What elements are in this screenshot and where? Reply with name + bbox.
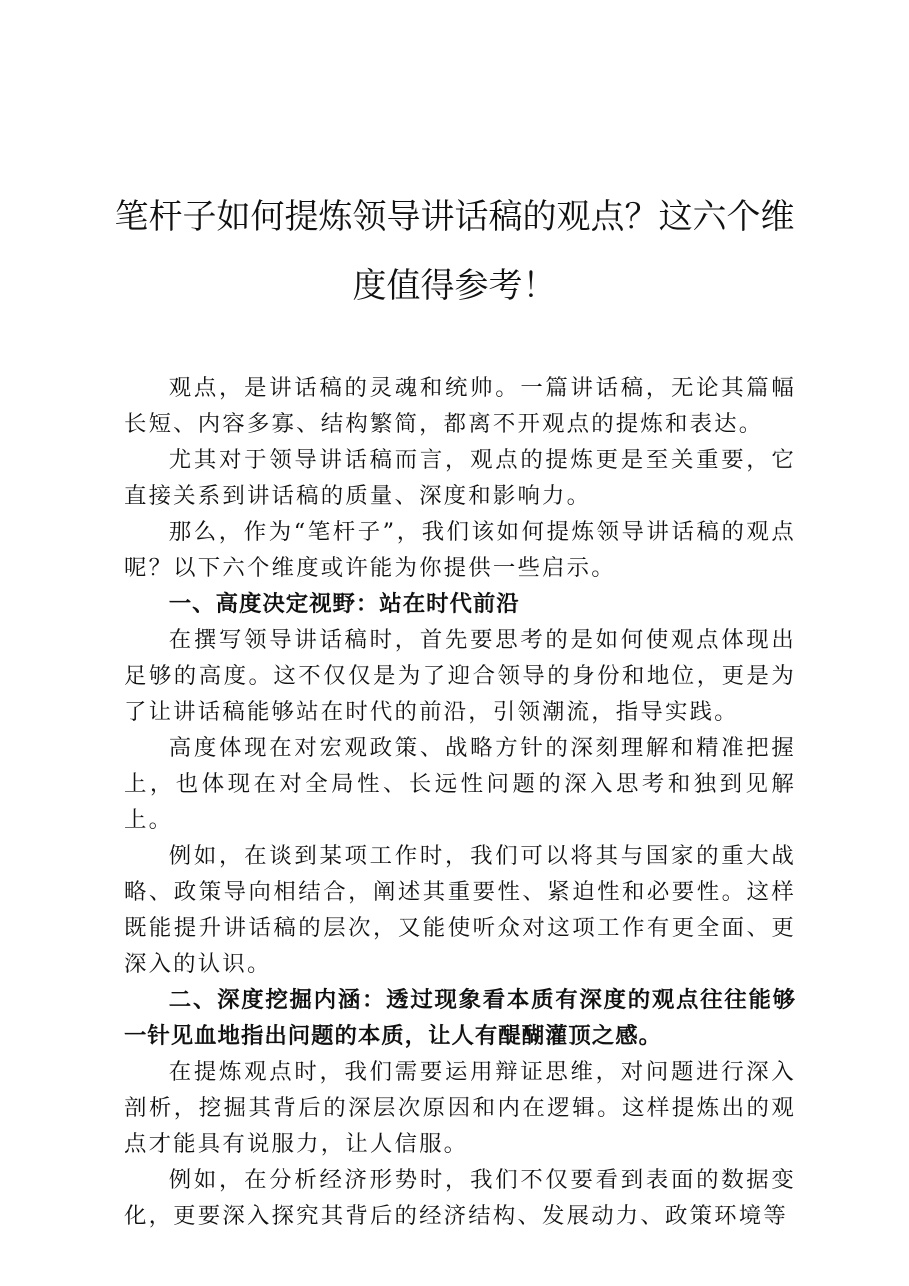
paragraph: 那么，作为“笔杆子”，我们该如何提炼领导讲话稿的观点呢？以下六个维度或许能为你提供一些启示。	[124, 519, 796, 581]
paragraph: 在撰写领导讲话稿时，首先要思考的是如何使观点体现出足够的高度。这不仅仅是为了迎合领导的身份和地位，更是为了让讲话稿能够站在时代的前沿，引领潮流，指导实践。	[124, 627, 796, 725]
document-title-line2: 度值得参考！	[352, 266, 557, 306]
section-heading-2: 二、深度挖掘内涵：透过现象看本质有深度的观点往往能够一针见血地指出问题的本质，让人有醍醐灌顶之感。	[124, 987, 796, 1049]
document-title-line1: 笔杆子如何提炼领导讲话稿的观点？这六个维	[114, 197, 795, 237]
paragraph: 观点，是讲话稿的灵魂和统帅。一篇讲话稿，无论其篇幅长短、内容多寡、结构繁简，都离不开观点的提炼和表达。	[124, 375, 796, 437]
paragraph: 高度体现在对宏观政策、战略方针的深刻理解和精准把握上，也体现在对全局性、长远性问题的深入思考和独到见解上。	[124, 735, 796, 833]
paragraph: 例如，在谈到某项工作时，我们可以将其与国家的重大战略、政策导向相结合，阐述其重要性、紧迫性和必要性。这样既能提升讲话稿的层次，又能使听众对这项工作有更全面、更深入的认识。	[124, 843, 796, 977]
section-heading-1: 一、高度决定视野：站在时代前沿	[168, 591, 520, 617]
paragraph: 尤其对于领导讲话稿而言，观点的提炼更是至关重要，它直接关系到讲话稿的质量、深度和影响力。	[124, 447, 796, 509]
document-body	[124, 370, 796, 1234]
paragraph: 例如，在分析经济形势时，我们不仅要看到表面的数据变化，更要深入探究其背后的经济结构、发展动力、政策环境等	[124, 1167, 796, 1229]
paragraph: 在提炼观点时，我们需要运用辩证思维，对问题进行深入剖析，挖掘其背后的深层次原因和内在逻辑。这样提炼出的观点才能具有说服力，让人信服。	[124, 1059, 796, 1157]
